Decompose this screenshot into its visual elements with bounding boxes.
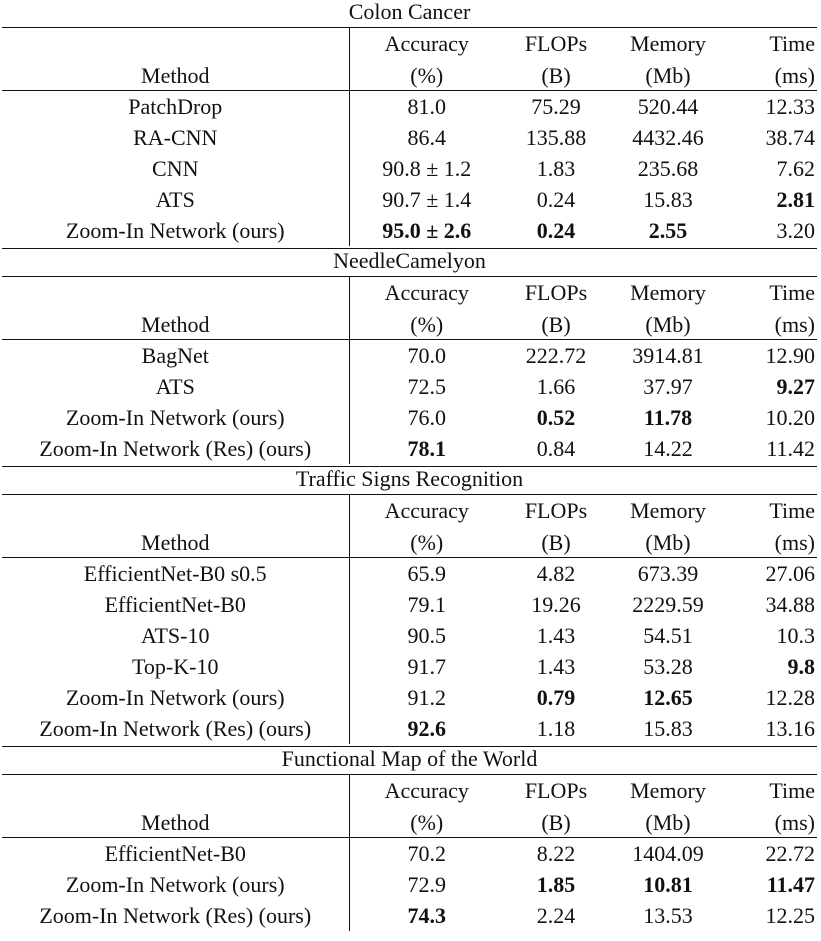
cell-accuracy: 95.0 ± 2.6 — [382, 218, 472, 243]
table-row — [2, 122, 817, 153]
cell-method: ATS — [2, 184, 349, 215]
cell-accuracy: 78.1 — [407, 436, 446, 461]
header-time: Time — [769, 280, 815, 305]
header-method: Method — [2, 806, 349, 838]
cell-flops: 8.22 — [536, 841, 576, 866]
cell-flops: 0.24 — [536, 218, 576, 243]
table-row — [2, 153, 817, 184]
cell-accuracy: 76.0 — [407, 405, 446, 430]
cell-flops: 75.29 — [531, 94, 581, 119]
cell-method: Zoom-In Network (ours) — [2, 682, 349, 713]
table-row — [2, 713, 817, 744]
header-units-row — [2, 308, 817, 340]
cell-method: ATS-10 — [2, 620, 349, 651]
header-accuracy-unit: (%) — [349, 59, 504, 91]
section-title: Traffic Signs Recognition — [2, 466, 817, 495]
cell-time: 3.20 — [776, 218, 815, 243]
cell-accuracy: 70.2 — [407, 841, 446, 866]
cell-flops: 1.18 — [536, 716, 576, 741]
cell-memory: 54.51 — [643, 623, 693, 648]
header-row — [2, 495, 817, 526]
cell-flops: 0.52 — [536, 405, 576, 430]
cell-time: 13.16 — [765, 716, 815, 741]
cell-accuracy: 86.4 — [407, 125, 446, 150]
cell-accuracy: 74.3 — [407, 903, 446, 928]
cell-time: 38.74 — [765, 125, 815, 150]
header-units-row — [2, 806, 817, 838]
cell-method: BagNet — [2, 340, 349, 372]
header-time: Time — [769, 31, 815, 56]
cell-accuracy: 91.7 — [407, 654, 446, 679]
section-title: Colon Cancer — [2, 0, 817, 28]
header-memory: Memory — [630, 280, 706, 305]
dataset-section-0 — [2, 0, 817, 246]
cell-method: EfficientNet-B0 — [2, 589, 349, 620]
header-row — [2, 277, 817, 308]
header-memory-unit: (Mb) — [608, 526, 728, 558]
cell-flops: 0.24 — [536, 187, 576, 212]
cell-accuracy: 90.5 — [407, 623, 446, 648]
cell-flops: 0.84 — [536, 436, 576, 461]
cell-flops: 2.24 — [536, 903, 576, 928]
cell-time: 12.90 — [765, 343, 815, 368]
header-time: Time — [769, 498, 815, 523]
cell-time: 34.88 — [765, 592, 815, 617]
table-row — [2, 91, 817, 123]
cell-flops: 135.88 — [525, 125, 587, 150]
cell-accuracy: 92.6 — [407, 716, 446, 741]
cell-memory: 10.81 — [643, 872, 693, 897]
cell-time: 7.62 — [776, 156, 815, 181]
cell-memory: 520.44 — [637, 94, 699, 119]
cell-flops: 222.72 — [525, 343, 587, 368]
table-row — [2, 900, 817, 931]
cell-memory: 15.83 — [643, 716, 693, 741]
header-memory-unit: (Mb) — [608, 308, 728, 340]
cell-flops: 1.85 — [536, 872, 576, 897]
cell-accuracy: 79.1 — [407, 592, 446, 617]
header-flops: FLOPs — [524, 498, 588, 523]
header-method: Method — [2, 59, 349, 91]
cell-memory: 12.65 — [643, 685, 693, 710]
cell-accuracy: 70.0 — [407, 343, 446, 368]
cell-memory: 13.53 — [643, 903, 693, 928]
cell-method: Zoom-In Network (Res) (ours) — [2, 900, 349, 931]
cell-method: EfficientNet-B0 — [2, 838, 349, 870]
cell-memory: 37.97 — [643, 374, 693, 399]
table-row — [2, 340, 817, 372]
header-accuracy: Accuracy — [384, 498, 469, 523]
cell-method: CNN — [2, 153, 349, 184]
header-flops: FLOPs — [524, 778, 588, 803]
cell-memory: 235.68 — [637, 156, 699, 181]
cell-memory: 1404.09 — [632, 841, 704, 866]
section-table — [2, 277, 817, 464]
cell-flops: 1.66 — [536, 374, 576, 399]
table-row — [2, 184, 817, 215]
header-flops-unit: (B) — [504, 526, 608, 558]
cell-method: Zoom-In Network (ours) — [2, 402, 349, 433]
cell-memory: 673.39 — [637, 561, 699, 586]
cell-time: 22.72 — [765, 841, 815, 866]
cell-memory: 2229.59 — [632, 592, 704, 617]
cell-accuracy: 90.8 ± 1.2 — [382, 156, 472, 181]
header-row — [2, 28, 817, 59]
cell-method: Zoom-In Network (ours) — [2, 869, 349, 900]
cell-memory: 14.22 — [643, 436, 693, 461]
cell-time: 10.20 — [765, 405, 815, 430]
header-method: Method — [2, 526, 349, 558]
cell-method: Top-K-10 — [2, 651, 349, 682]
cell-memory: 53.28 — [643, 654, 693, 679]
cell-time: 12.33 — [765, 94, 815, 119]
header-memory-unit: (Mb) — [608, 59, 728, 91]
header-units-row — [2, 59, 817, 91]
section-table — [2, 775, 817, 931]
cell-time: 9.27 — [776, 374, 815, 399]
header-accuracy-unit: (%) — [349, 308, 504, 340]
header-accuracy: Accuracy — [384, 778, 469, 803]
header-flops-unit: (B) — [504, 308, 608, 340]
cell-method: PatchDrop — [2, 91, 349, 123]
cell-flops: 1.83 — [536, 156, 576, 181]
cell-accuracy: 91.2 — [407, 685, 446, 710]
cell-time: 2.81 — [776, 187, 815, 212]
cell-accuracy: 72.5 — [407, 374, 446, 399]
table-row — [2, 682, 817, 713]
cell-time: 10.3 — [776, 623, 815, 648]
table-row — [2, 838, 817, 870]
cell-method: Zoom-In Network (Res) (ours) — [2, 433, 349, 464]
cell-method: Zoom-In Network (ours) — [2, 215, 349, 246]
cell-memory: 4432.46 — [632, 125, 704, 150]
section-title: Functional Map of the World — [2, 746, 817, 775]
header-method-top — [2, 277, 349, 308]
table-row — [2, 433, 817, 464]
table-row — [2, 869, 817, 900]
dataset-section-1 — [2, 248, 817, 464]
table-row — [2, 371, 817, 402]
table-row — [2, 215, 817, 246]
header-accuracy: Accuracy — [384, 280, 469, 305]
cell-time: 27.06 — [765, 561, 815, 586]
cell-flops: 1.43 — [536, 654, 576, 679]
cell-method: EfficientNet-B0 s0.5 — [2, 558, 349, 590]
cell-flops: 0.79 — [536, 685, 576, 710]
cell-time: 9.8 — [787, 654, 815, 679]
header-memory: Memory — [630, 31, 706, 56]
cell-flops: 19.26 — [531, 592, 581, 617]
cell-method: Zoom-In Network (Res) (ours) — [2, 713, 349, 744]
cell-time: 12.25 — [765, 903, 815, 928]
cell-memory: 11.78 — [643, 405, 693, 430]
section-table — [2, 495, 817, 744]
table-row — [2, 620, 817, 651]
cell-flops: 1.43 — [536, 623, 576, 648]
header-units-row — [2, 526, 817, 558]
header-flops-unit: (B) — [504, 806, 608, 838]
header-flops-unit: (B) — [504, 59, 608, 91]
cell-accuracy: 65.9 — [407, 561, 446, 586]
header-time-unit: (ms) — [728, 806, 817, 838]
cell-time: 11.42 — [766, 436, 815, 461]
cell-method: ATS — [2, 371, 349, 402]
header-method-top — [2, 775, 349, 806]
header-time: Time — [769, 778, 815, 803]
cell-method: RA-CNN — [2, 122, 349, 153]
cell-memory: 2.55 — [648, 218, 688, 243]
cell-flops: 4.82 — [536, 561, 576, 586]
cell-time: 11.47 — [766, 872, 815, 897]
header-memory-unit: (Mb) — [608, 806, 728, 838]
dataset-section-3 — [2, 746, 817, 931]
header-accuracy-unit: (%) — [349, 526, 504, 558]
cell-accuracy: 81.0 — [407, 94, 446, 119]
cell-accuracy: 72.9 — [407, 872, 446, 897]
header-accuracy: Accuracy — [384, 31, 469, 56]
table-row — [2, 402, 817, 433]
cell-accuracy: 90.7 ± 1.4 — [382, 187, 472, 212]
cell-memory: 15.83 — [643, 187, 693, 212]
section-table — [2, 28, 817, 246]
header-method-top — [2, 495, 349, 526]
header-memory: Memory — [630, 778, 706, 803]
header-method-top — [2, 28, 349, 59]
header-row — [2, 775, 817, 806]
table-row — [2, 589, 817, 620]
header-flops: FLOPs — [524, 280, 588, 305]
cell-memory: 3914.81 — [632, 343, 704, 368]
table-row — [2, 651, 817, 682]
header-flops: FLOPs — [524, 31, 588, 56]
section-title: NeedleCamelyon — [2, 248, 817, 277]
table-row — [2, 558, 817, 590]
header-accuracy-unit: (%) — [349, 806, 504, 838]
header-time-unit: (ms) — [728, 526, 817, 558]
header-time-unit: (ms) — [728, 308, 817, 340]
dataset-section-2 — [2, 466, 817, 744]
header-time-unit: (ms) — [728, 59, 817, 91]
header-memory: Memory — [630, 498, 706, 523]
results-table — [2, 0, 817, 931]
header-method: Method — [2, 308, 349, 340]
cell-time: 12.28 — [765, 685, 815, 710]
